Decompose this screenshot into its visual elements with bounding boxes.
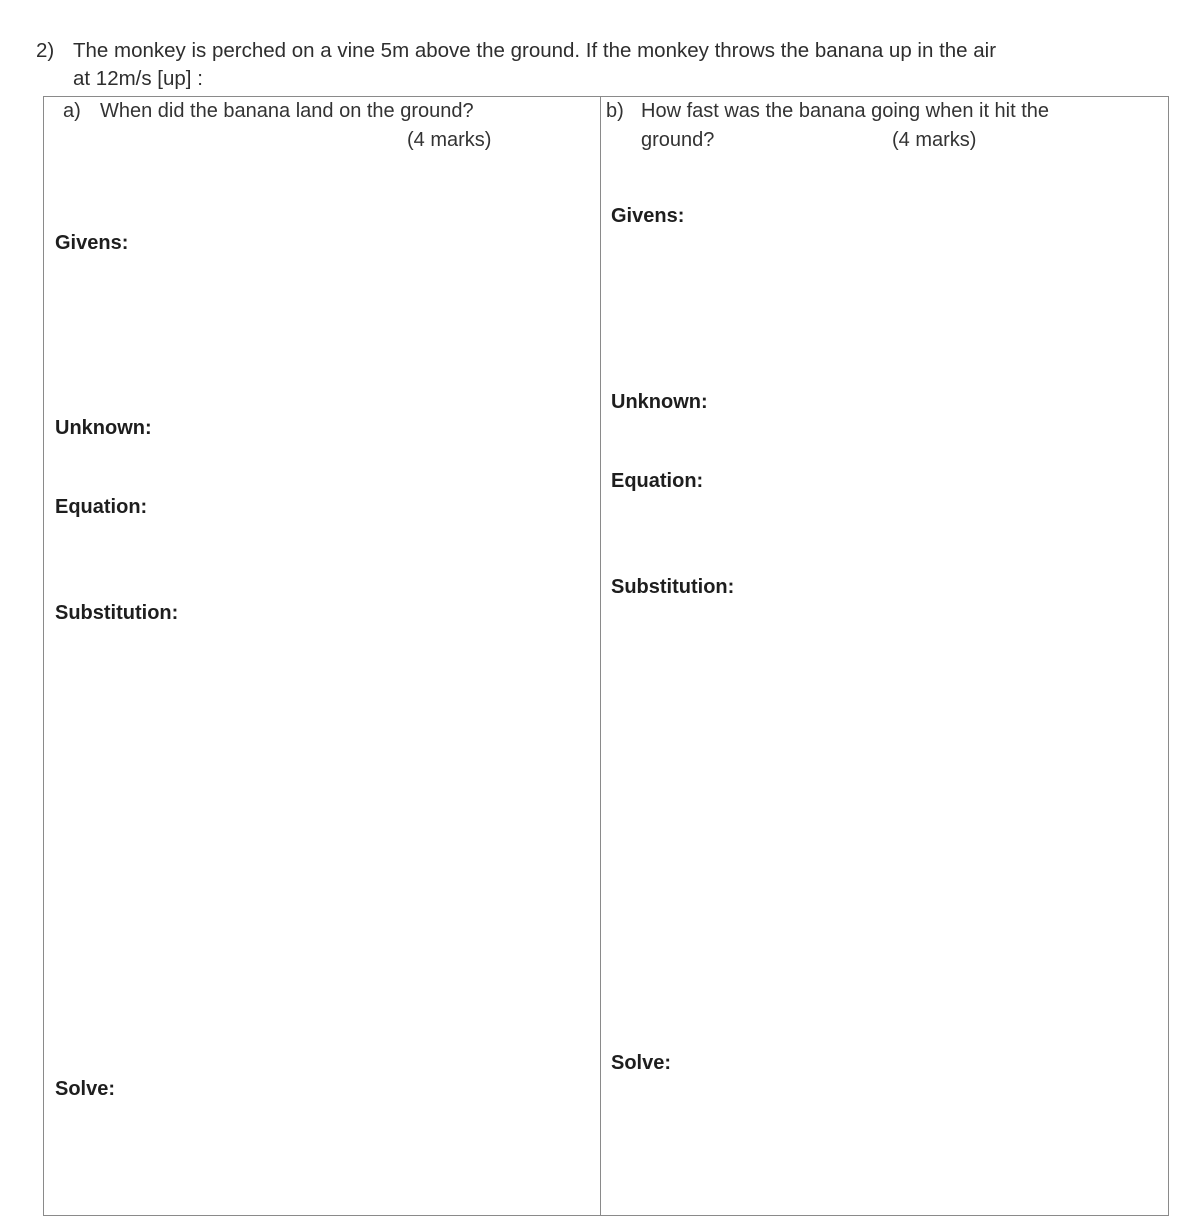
part-a-letter: a) [63, 100, 81, 122]
part-b-prompt-line1: How fast was the banana going when it hit the [641, 100, 1050, 122]
part-b-unknown-label: Unknown: [611, 391, 708, 413]
part-a-givens-label: Givens: [55, 232, 129, 254]
part-b-givens-label: Givens: [611, 205, 685, 227]
answer-table [43, 96, 1169, 1216]
part-a-substitution-label: Substitution: [55, 602, 179, 624]
question-text-line2: at 12m/s [up] : [73, 67, 203, 90]
part-a-unknown-label: Unknown: [55, 417, 152, 439]
column-divider [600, 96, 601, 1216]
part-b-marks: (4 marks) [892, 129, 977, 151]
part-a-solve-label: Solve: [55, 1078, 116, 1100]
part-a-equation-label: Equation: [55, 496, 148, 518]
part-b-solve-label: Solve: [611, 1052, 672, 1074]
question-number: 2) [36, 39, 55, 62]
question-text-line1: The monkey is perched on a vine 5m above the ground. If the monkey throws the banana up in the air [73, 39, 997, 62]
part-a-prompt: When did the banana land on the ground? [100, 100, 474, 122]
part-b-substitution-label: Substitution: [611, 576, 735, 598]
part-b-prompt-line2: ground? [641, 129, 715, 151]
part-b-equation-label: Equation: [611, 470, 704, 492]
part-b-letter: b) [606, 100, 624, 122]
part-a-marks: (4 marks) [407, 129, 492, 151]
